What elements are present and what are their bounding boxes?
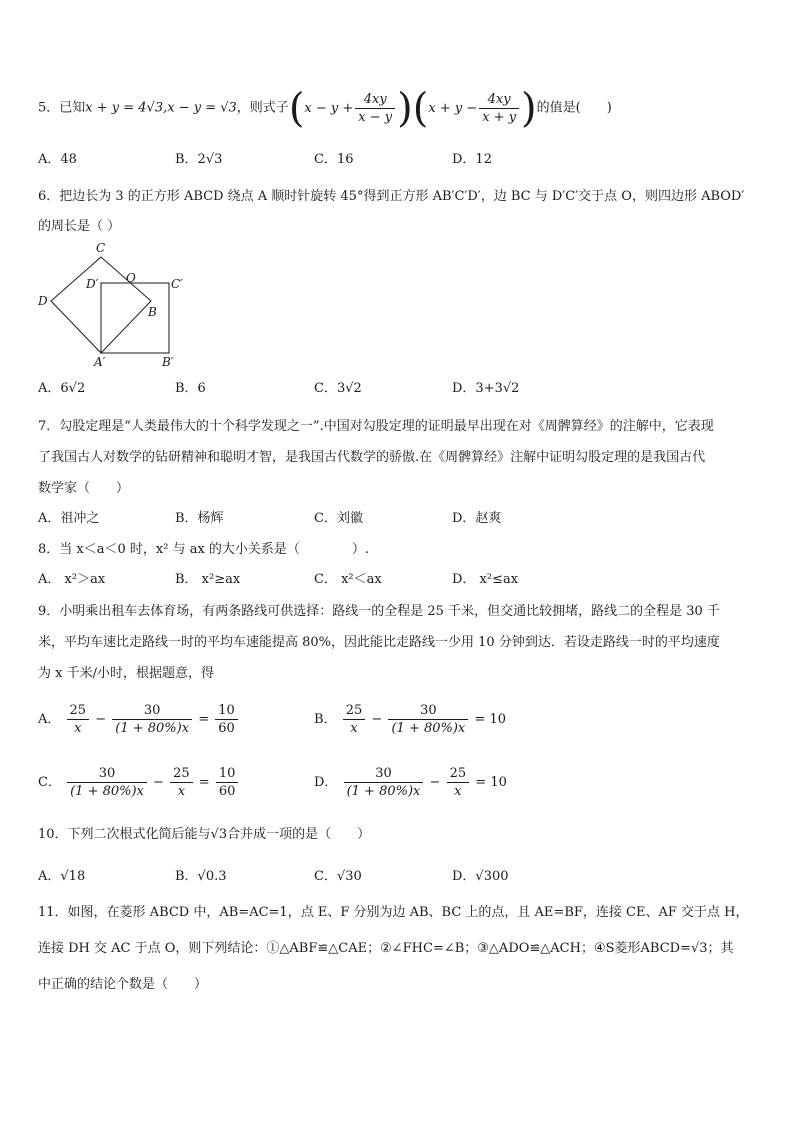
q10-option-b: B．√0.3 <box>175 869 227 884</box>
q7-option-a: A．祖冲之 <box>38 511 100 526</box>
q10-stem: 10．下列二次根式化简后能与√3合并成一项的是（ ） <box>38 827 371 842</box>
q7-option-c: C．刘徽 <box>314 511 363 526</box>
q8-stem: 8．当 x＜a＜0 时，x² 与 ax 的大小关系是（ ）. <box>38 542 370 557</box>
q5-option-c: C．16 <box>314 152 354 167</box>
q6-option-a: A．6√2 <box>38 381 86 396</box>
label-d-prime: D′ <box>86 277 99 291</box>
q6-option-c: C．3√2 <box>314 381 362 396</box>
q8-option-a: A． x²＞ax <box>38 572 106 587</box>
q9-option-d: D． $\frac{30}{(1 + 80\%)x}$ − $\frac{25}{x}$ = 10 <box>314 766 507 799</box>
q9-option-a: A． $\frac{25}{x}$ − $\frac{30}{(1 + 80\%)x}$ = $\frac{10}{60}$ <box>38 702 240 738</box>
q6-stem-line-2: 的周长是（ ） <box>38 219 121 234</box>
q5-prefix: 已知 <box>59 100 86 116</box>
q8-option-b: B． x²≥ax <box>175 572 241 587</box>
q7-option-d: D．赵爽 <box>452 511 502 526</box>
q9-option-b-letter: B． <box>314 712 337 727</box>
q11-stem-line-1: 11．如图，在菱形 ABCD 中，AB=AC=1，点 E、F 分别为边 AB、BC 上的点，且 AE=BF，连接 CE、AF 交于点 H， <box>38 905 749 920</box>
q5-option-d: D．12 <box>452 152 492 167</box>
label-b: B <box>148 305 157 319</box>
q6-figure <box>34 240 194 370</box>
q7-stem-line-1: 7．勾股定理是“人类最伟大的十个科学发现之一”.中国对勾股定理的证明最早出现在对《周髀算经》的注解中，它表现 <box>38 419 714 434</box>
q10-option-d: D．√300 <box>452 869 509 884</box>
q9-option-d-letter: D． <box>314 775 338 790</box>
q9-option-a-letter: A． <box>38 712 61 727</box>
q5-stem <box>38 85 612 132</box>
q5-option-a: A．48 <box>38 152 77 167</box>
q9-option-c-letter: C． <box>38 775 61 790</box>
q9-option-c: C． $\frac{30}{(1 + 80\%)x}$ − $\frac{25}{x}$ = $\frac{10}{60}$ <box>38 765 240 801</box>
label-a-prime: A′ <box>94 355 106 369</box>
q10-option-c: C．√30 <box>314 869 362 884</box>
q7-option-b: B．杨辉 <box>175 511 224 526</box>
q8-option-c: C． x²＜ax <box>314 572 382 587</box>
q5-suffix: 的值是( ) <box>536 100 612 116</box>
q5-mid-text: ，则式子 <box>236 100 289 116</box>
q10-option-a: A．√18 <box>38 869 86 884</box>
label-b-prime: B′ <box>162 355 174 369</box>
label-d: D <box>38 294 48 308</box>
q11-stem-line-3: 中正确的结论个数是（ ） <box>38 977 208 992</box>
q7-stem-line-2: 了我国古人对数学的钻研精神和聪明才智，是我国古代数学的骄傲.在《周髀算经》注解中证明勾股定理的是我国古代 <box>38 450 706 465</box>
q8-option-d: D． x²≤ax <box>452 572 519 587</box>
q5-condition-2: x − y = √3 <box>167 100 237 116</box>
label-c-prime: C′ <box>171 277 183 291</box>
q9-stem-line-1: 9．小明乘出租车去体育场，有两条路线可供选择：路线一的全程是 25 千米，但交通比较拥堵，路线二的全程是 30 千 <box>38 604 720 619</box>
q7-stem-line-3: 数学家（ ） <box>38 481 130 496</box>
label-c: C <box>96 241 106 255</box>
q6-option-d: D．3+3√2 <box>452 381 520 396</box>
q5-condition-1: x + y = 4√3, <box>85 100 168 116</box>
q11-stem-line-2: 连接 DH 交 AC 于点 O，则下列结论：①△ABF≌△CAE；②∠FHC=∠B；③△ADO≌△ACH；④S菱形ABCD=√3；其 <box>38 941 734 956</box>
q5-expression: (x − y + $\frac{4xy}{x - y}$ )(x + y − $\frac{4xy}{x + y}$ ) <box>288 85 537 131</box>
q6-stem-line-1: 6．把边长为 3 的正方形 ABCD 绕点 A 顺时针旋转 45°得到正方形 AB′C′D′，边 BC 与 D′C′交于点 O，则四边形 ABOD′ <box>38 189 745 204</box>
q9-stem-line-2: 米，平均车速比走路线一时的平均车速能提高 80%，因此能比走路线一少用 10 分钟到达．若设走路线一时的平均速度 <box>38 635 720 650</box>
q5-number: 5． <box>38 100 60 116</box>
label-o: O <box>126 271 136 285</box>
q6-option-b: B．6 <box>175 381 206 396</box>
q9-stem-line-3: 为 x 千米/小时，根据题意，得 <box>38 666 214 681</box>
q5-option-b: B．2√3 <box>175 152 223 167</box>
q9-option-b: B． $\frac{25}{x}$ − $\frac{30}{(1 + 80\%)x}$ = 10 <box>314 703 506 736</box>
